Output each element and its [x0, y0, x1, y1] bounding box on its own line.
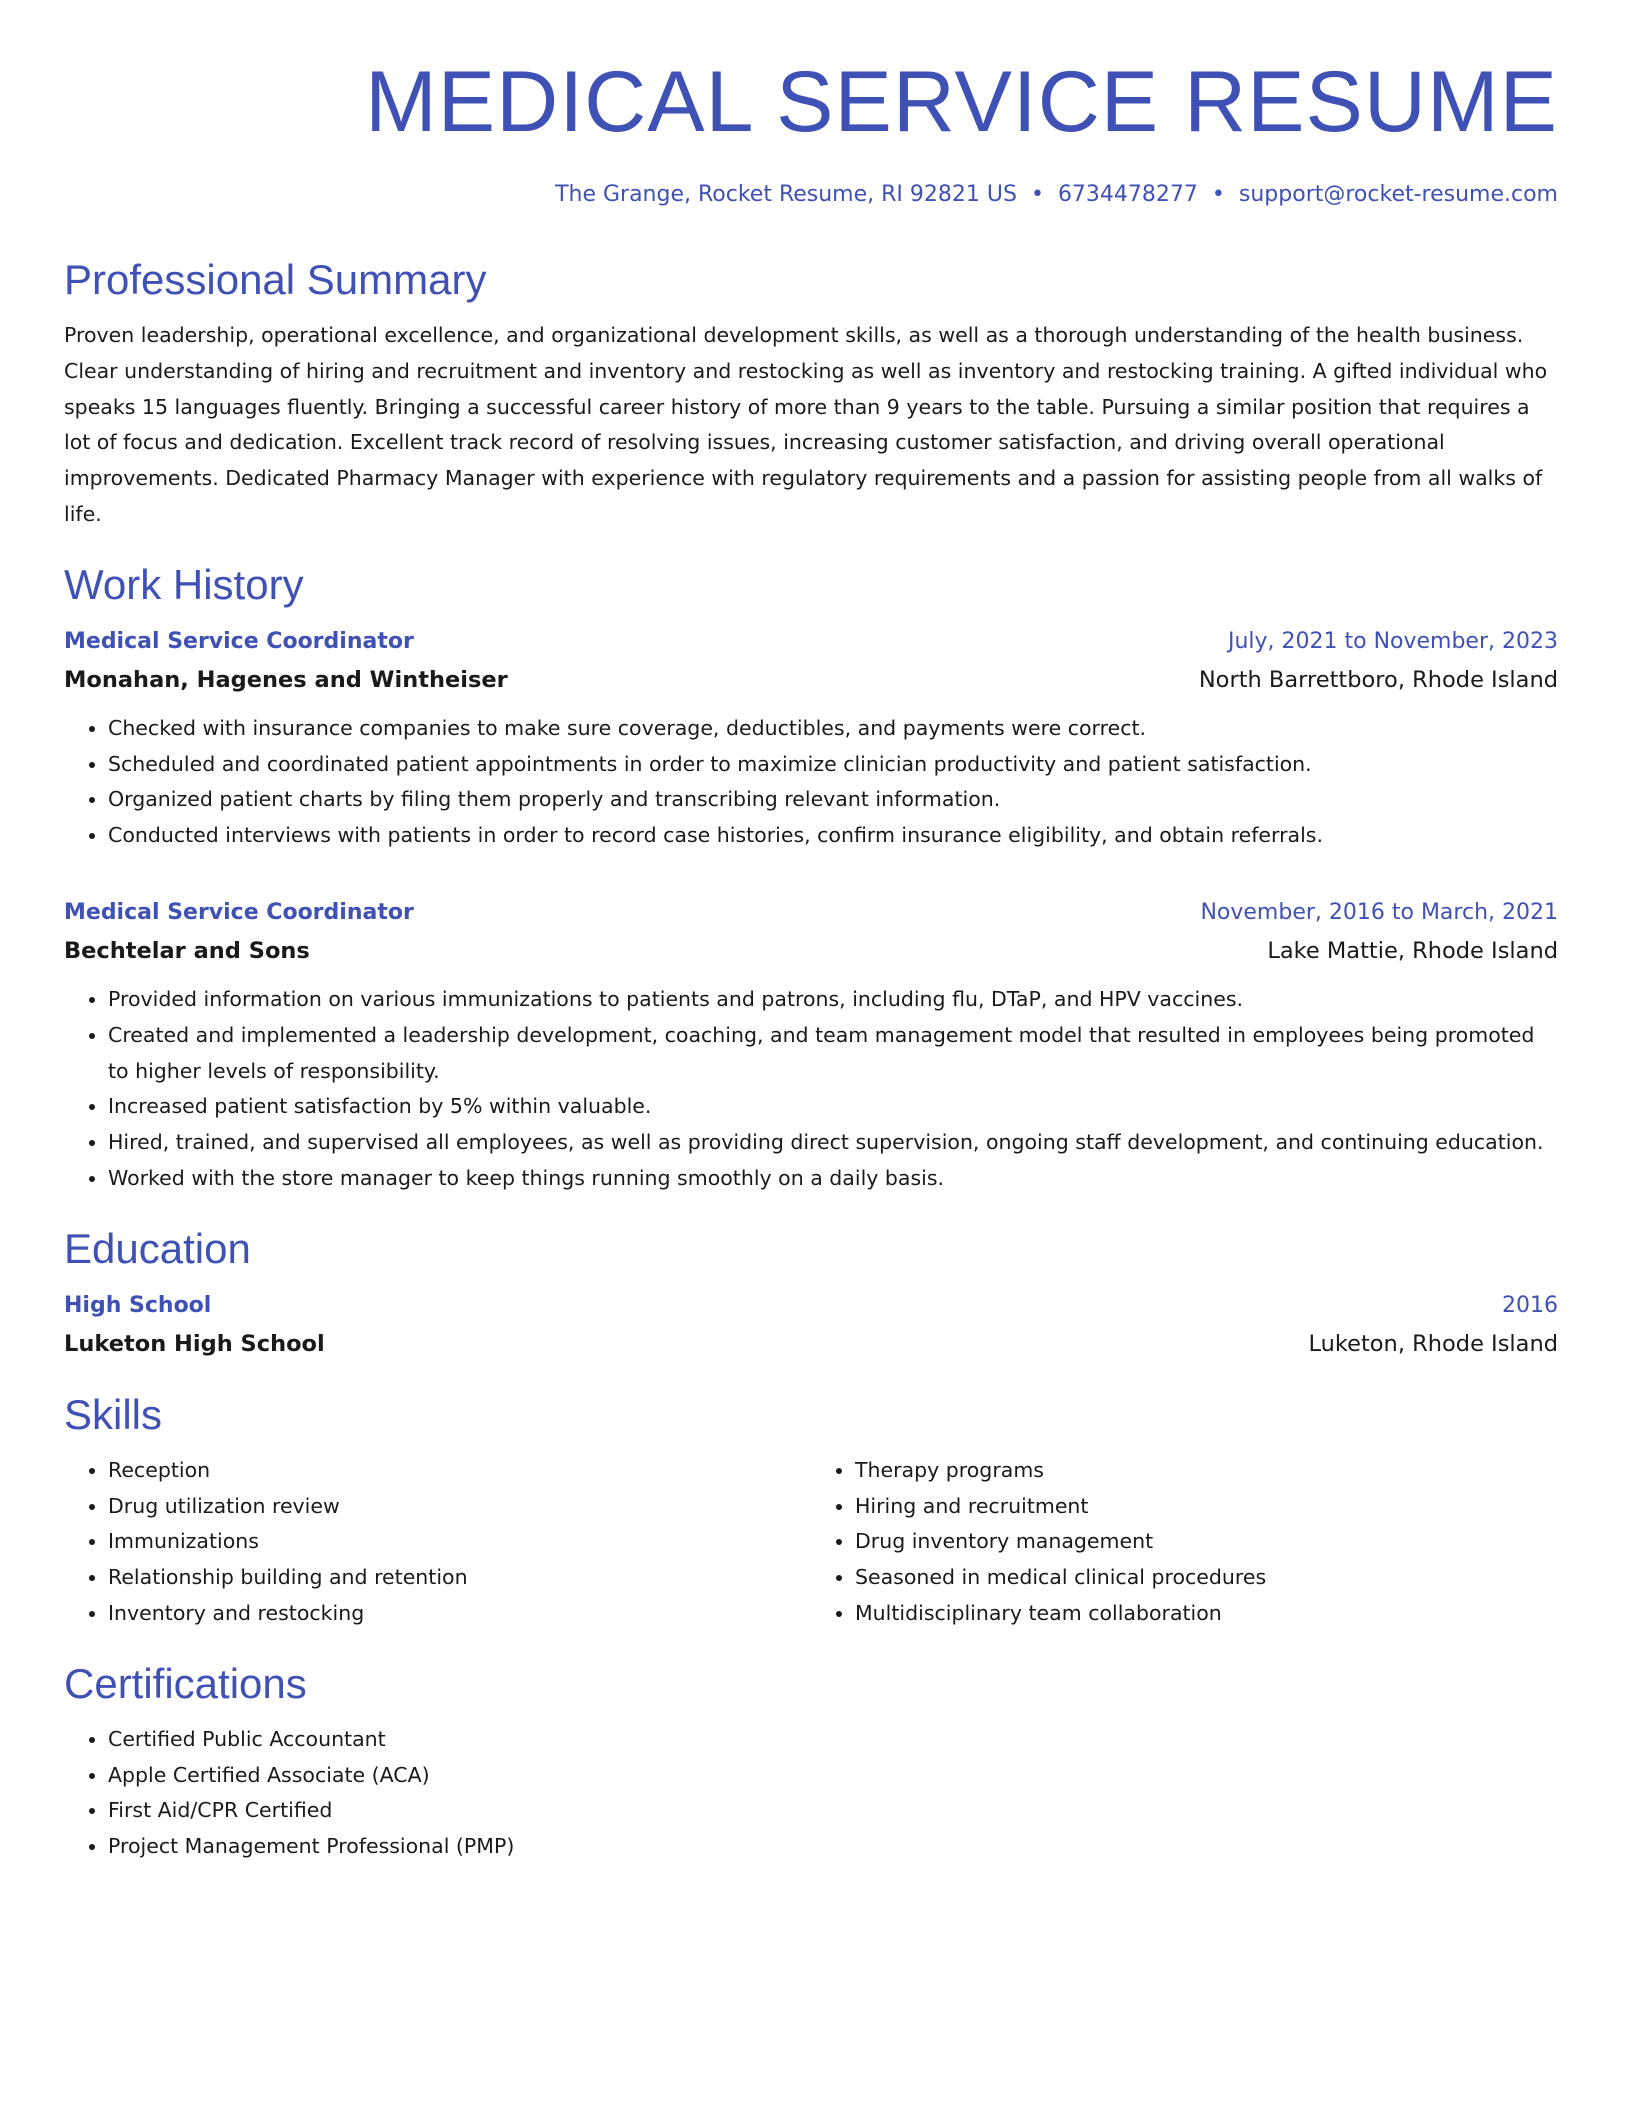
- contact-email: support@rocket-resume.com: [1238, 182, 1558, 207]
- job-duty: • Increased patient satisfaction by 5% within valuable.: [108, 1089, 1558, 1125]
- resume-page: [64, 52, 1558, 1865]
- job-duty: • Organized patient charts by filing them properly and transcribing relevant information.: [108, 782, 1558, 818]
- job-duty: • Conducted interviews with patients in order to record case histories, confirm insurance eligibility, and obtain referrals.: [108, 818, 1558, 854]
- education-heading: Education: [64, 1224, 251, 1272]
- skill-item: • Drug utilization review: [108, 1489, 811, 1525]
- school-location: Luketon, Rhode Island: [1308, 1330, 1558, 1357]
- resume-title: MEDICAL SERVICE RESUME: [365, 54, 1558, 150]
- certification-item: • Certified Public Accountant: [108, 1722, 1558, 1758]
- job-duties-list: [64, 711, 1558, 854]
- company-name: Bechtelar and Sons: [64, 937, 310, 964]
- skill-item: • Therapy programs: [855, 1453, 1558, 1489]
- skill-item: • Inventory and restocking: [108, 1596, 811, 1632]
- graduation-year: 2016: [1502, 1292, 1558, 1318]
- certifications-heading: Certifications: [64, 1659, 307, 1707]
- job-title: Medical Service Coordinator: [64, 899, 414, 925]
- skills-list-right: [811, 1453, 1558, 1632]
- skills-list-left: [64, 1453, 811, 1632]
- skill-item: • Immunizations: [108, 1524, 811, 1560]
- job-duty: • Scheduled and coordinated patient appointments in order to maximize clinician productivity and patient satisfaction.: [108, 747, 1558, 783]
- school-name: Luketon High School: [64, 1330, 325, 1357]
- education-section: [64, 1223, 1558, 1363]
- skill-item: • Seasoned in medical clinical procedures: [855, 1560, 1558, 1596]
- job-duty: • Worked with the store manager to keep things running smoothly on a daily basis.: [108, 1161, 1558, 1197]
- degree-title: High School: [64, 1292, 212, 1318]
- job-duty: • Hired, trained, and supervised all employees, as well as providing direct supervision, ongoing staff development, and continuing education.: [108, 1125, 1558, 1161]
- skill-item: • Multidisciplinary team collaboration: [855, 1596, 1558, 1632]
- education-entry: [64, 1287, 1558, 1363]
- job-entry: [64, 894, 1558, 1197]
- job-duties-list: [64, 982, 1558, 1197]
- contact-phone: 6734478277: [1057, 182, 1198, 207]
- certifications-list: [64, 1722, 1558, 1865]
- skill-item: • Hiring and recruitment: [855, 1489, 1558, 1525]
- work-history-heading: Work History: [64, 560, 304, 608]
- skill-item: • Reception: [108, 1453, 811, 1489]
- contact-line: [64, 180, 1558, 210]
- certification-item: • Apple Certified Associate (ACA): [108, 1758, 1558, 1794]
- certifications-section: [64, 1658, 1558, 1865]
- skill-item: • Drug inventory management: [855, 1524, 1558, 1560]
- skill-item: • Relationship building and retention: [108, 1560, 811, 1596]
- contact-separator: •: [1211, 182, 1225, 207]
- resume-header: [64, 52, 1558, 210]
- job-duty: • Created and implemented a leadership development, coaching, and team management model that resulted in employees being promoted to higher levels of responsibility.: [108, 1018, 1558, 1090]
- job-title: Medical Service Coordinator: [64, 628, 414, 654]
- job-dates: November, 2016 to March, 2021: [1200, 899, 1558, 925]
- job-duty: • Checked with insurance companies to make sure coverage, deductibles, and payments were correct.: [108, 711, 1558, 747]
- skills-section: [64, 1389, 1558, 1632]
- certification-item: • First Aid/CPR Certified: [108, 1793, 1558, 1829]
- job-location: Lake Mattie, Rhode Island: [1267, 937, 1558, 964]
- summary-heading: Professional Summary: [64, 256, 487, 303]
- company-name: Monahan, Hagenes and Wintheiser: [64, 666, 508, 693]
- summary-text: Proven leadership, operational excellence, and organizational development skills, as well as a thorough understanding of the health business. Clear understanding of hiring and recruitment and inventory and restocking as well as inventory and restocking training. A gifted individual who speaks 15 languages fluently. Bringing a successful career history of more than 9 years to the table. Pursuing a similar position that requires a lot of focus and dedication. Excellent track record of resolving issues, increasing customer satisfaction, and driving overall operational improvements. Dedicated Pharmacy Manager with experience with regulatory requirements and a passion for assisting people from all walks of life.: [64, 323, 1548, 526]
- certification-item: • Project Management Professional (PMP): [108, 1829, 1558, 1865]
- job-entry: [64, 623, 1558, 854]
- skills-grid: [64, 1453, 1558, 1632]
- job-location: North Barrettboro, Rhode Island: [1198, 666, 1558, 693]
- work-history-section: [64, 559, 1558, 1197]
- contact-separator: •: [1030, 182, 1044, 207]
- job-duty: • Provided information on various immunizations to patients and patrons, including flu, DTaP, and HPV vaccines.: [108, 982, 1558, 1018]
- contact-address: The Grange, Rocket Resume, RI 92821 US: [555, 182, 1017, 207]
- job-dates: July, 2021 to November, 2023: [1227, 628, 1558, 654]
- skills-heading: Skills: [64, 1390, 163, 1438]
